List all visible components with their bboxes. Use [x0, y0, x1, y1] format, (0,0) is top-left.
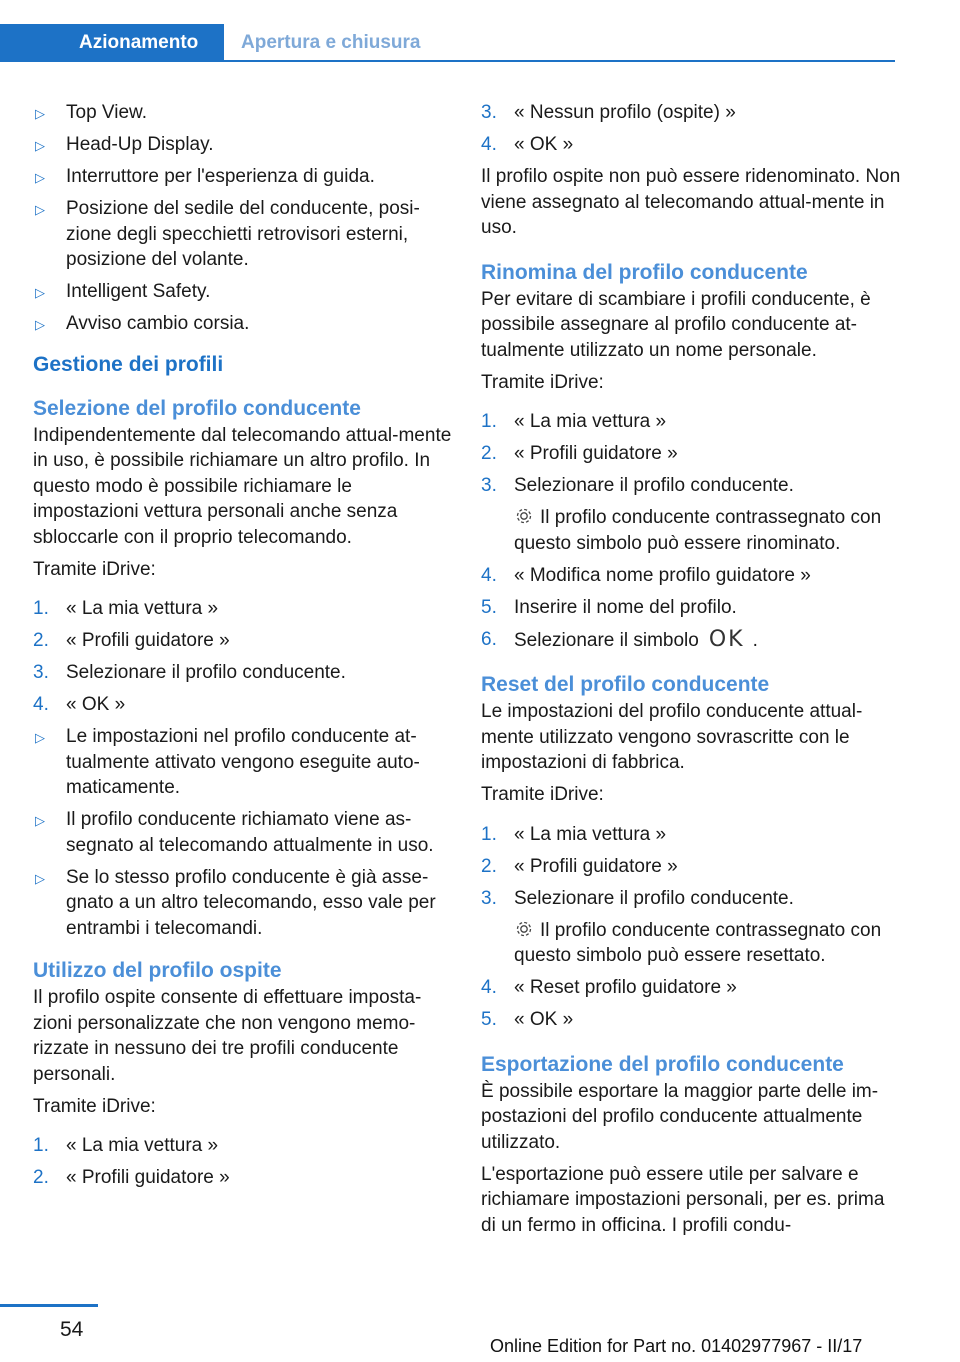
section-heading-gestione: Gestione dei profili	[33, 352, 224, 376]
right-column	[481, 100, 901, 1245]
subheading-ospite: Utilizzo del profilo ospite	[33, 959, 282, 982]
triangle-right-icon: ▷	[35, 285, 45, 300]
subheading-selezione: Selezione del profilo conducente	[33, 396, 361, 420]
step-item: 3. Selezionare il profilo conducente.	[33, 662, 346, 683]
header-section-title: Apertura e chiusura	[241, 32, 421, 53]
list-item: ▷ Head-Up Display.	[33, 132, 453, 158]
step-item: 2. « Profili guidatore »	[481, 443, 678, 464]
step-item: 1. « La mia vettura »	[33, 598, 219, 619]
triangle-right-icon: ▷	[35, 730, 45, 745]
header-tab-azionamento: Azionamento	[0, 24, 224, 62]
triangle-right-icon: ▷	[35, 202, 45, 217]
step-item: 5. « OK »	[481, 1009, 574, 1030]
list-item: ▷ Interruttore per l'esperienza di guida.	[33, 164, 453, 190]
page-number: 54	[60, 1318, 84, 1341]
triangle-right-icon: ▷	[35, 870, 45, 886]
step-item: 6. Selezionare il simbolo OK .	[481, 626, 758, 652]
gear-icon	[514, 506, 534, 526]
tramite-label: Tramite iDrive:	[481, 371, 604, 393]
subheading-rinomina: Rinomina del profilo conducente	[481, 260, 808, 284]
list-item: ▷ Intelligent Safety.	[33, 279, 453, 305]
header-rule	[224, 60, 895, 62]
paragraph-ospite: Il profilo ospite consente di effettuare imposta-zioni personalizzate che non vengono memo-rizzate in nessuno dei tre profili conducente personali.	[33, 987, 422, 1085]
step-item: 2. « Profili guidatore »	[481, 855, 678, 877]
triangle-right-icon: ▷	[35, 138, 45, 153]
list-item: ▷ Posizione del sedile del conducente, posi-zione degli specchietti retrovisori esterni, posizione del volante.	[35, 198, 420, 270]
step-item: 3. Selezionare il profilo conducente.	[481, 887, 794, 909]
note-reset: Il profilo conducente contrassegnato con questo simbolo può essere resettato.	[514, 919, 882, 966]
left-column	[33, 100, 453, 1197]
triangle-right-icon: ▷	[35, 813, 45, 828]
footer-rule	[0, 1304, 98, 1307]
tramite-label: Tramite iDrive:	[33, 1095, 156, 1117]
step-item: 1. « La mia vettura »	[481, 823, 667, 845]
gear-icon	[514, 919, 534, 939]
subheading-reset: Reset del profilo conducente	[481, 673, 770, 696]
tramite-label: Tramite iDrive:	[33, 558, 156, 580]
paragraph-export-2: L'esportazione può essere utile per salvare e richiamare impostazioni personali, per es. prima di un fermo in officina. I profili condu-	[481, 1163, 885, 1236]
step-item: 3. Selezionare il profilo conducente.	[481, 475, 794, 496]
step-item: 4. « Modifica nome profilo guidatore »	[481, 564, 811, 586]
step-item: 3. « Nessun profilo (ospite) »	[481, 102, 736, 123]
ok-symbol-icon: OK	[708, 626, 745, 652]
step-item: 4. « Reset profilo guidatore »	[481, 977, 737, 998]
step-item: 1. « La mia vettura »	[33, 1135, 219, 1156]
paragraph-reset: Le impostazioni del profilo conducente attual-mente utilizzato vengono sovrascritte con le impostazioni di fabbrica.	[481, 701, 863, 773]
edition-note: Online Edition for Part no. 01402977967 - II/17	[490, 1336, 863, 1356]
paragraph-export-1: È possibile esportare la maggior parte delle im-postazioni del profilo conducente attualmente utilizzato.	[481, 1080, 879, 1153]
list-item: ▷ Avviso cambio corsia.	[33, 311, 453, 337]
triangle-right-icon: ▷	[35, 170, 45, 185]
step-item: 2. « Profili guidatore »	[33, 630, 230, 651]
tramite-label: Tramite iDrive:	[481, 784, 604, 805]
step-item: 4. « OK »	[33, 694, 126, 715]
step-item: 2. « Profili guidatore »	[33, 1167, 230, 1188]
step-item: 5. Inserire il nome del profilo.	[481, 596, 737, 618]
paragraph-ospite-2: Il profilo ospite non può essere ridenominato. Non viene assegnato al telecomando attual-mente in uso.	[481, 166, 901, 238]
list-item: ▷ Top View.	[33, 100, 453, 126]
list-item: ▷ Le impostazioni nel profilo conducente at-tualmente attivato vengono eseguite auto-maticamente.	[35, 726, 420, 798]
triangle-right-icon: ▷	[35, 106, 45, 121]
step-item: 1. « La mia vettura »	[481, 411, 667, 432]
list-item: ▷ Il profilo conducente richiamato viene as-segnato al telecomando attualmente in uso.	[35, 809, 434, 856]
note-rinomina: Il profilo conducente contrassegnato con questo simbolo può essere rinominato.	[514, 507, 882, 554]
paragraph-rinomina: Per evitare di scambiare i profili conducente, è possibile assegnare al profilo conducente at-tualmente utilizzato un nome personale.	[481, 288, 871, 361]
triangle-right-icon: ▷	[35, 317, 45, 332]
subheading-export: Esportazione del profilo conducente	[481, 1052, 844, 1076]
paragraph-selezione: Indipendentemente dal telecomando attual-mente in uso, è possibile richiamare un altro profilo. In questo modo è possibile richiamare le impostazioni vettura personali anche senza sbloccarle con il proprio telecomando.	[33, 424, 452, 548]
step-item: 4. « OK »	[481, 134, 574, 155]
list-item: ▷ Se lo stesso profilo conducente è già asse-gnato a un altro telecomando, esso vale per entrambi i telecomandi.	[35, 866, 436, 939]
